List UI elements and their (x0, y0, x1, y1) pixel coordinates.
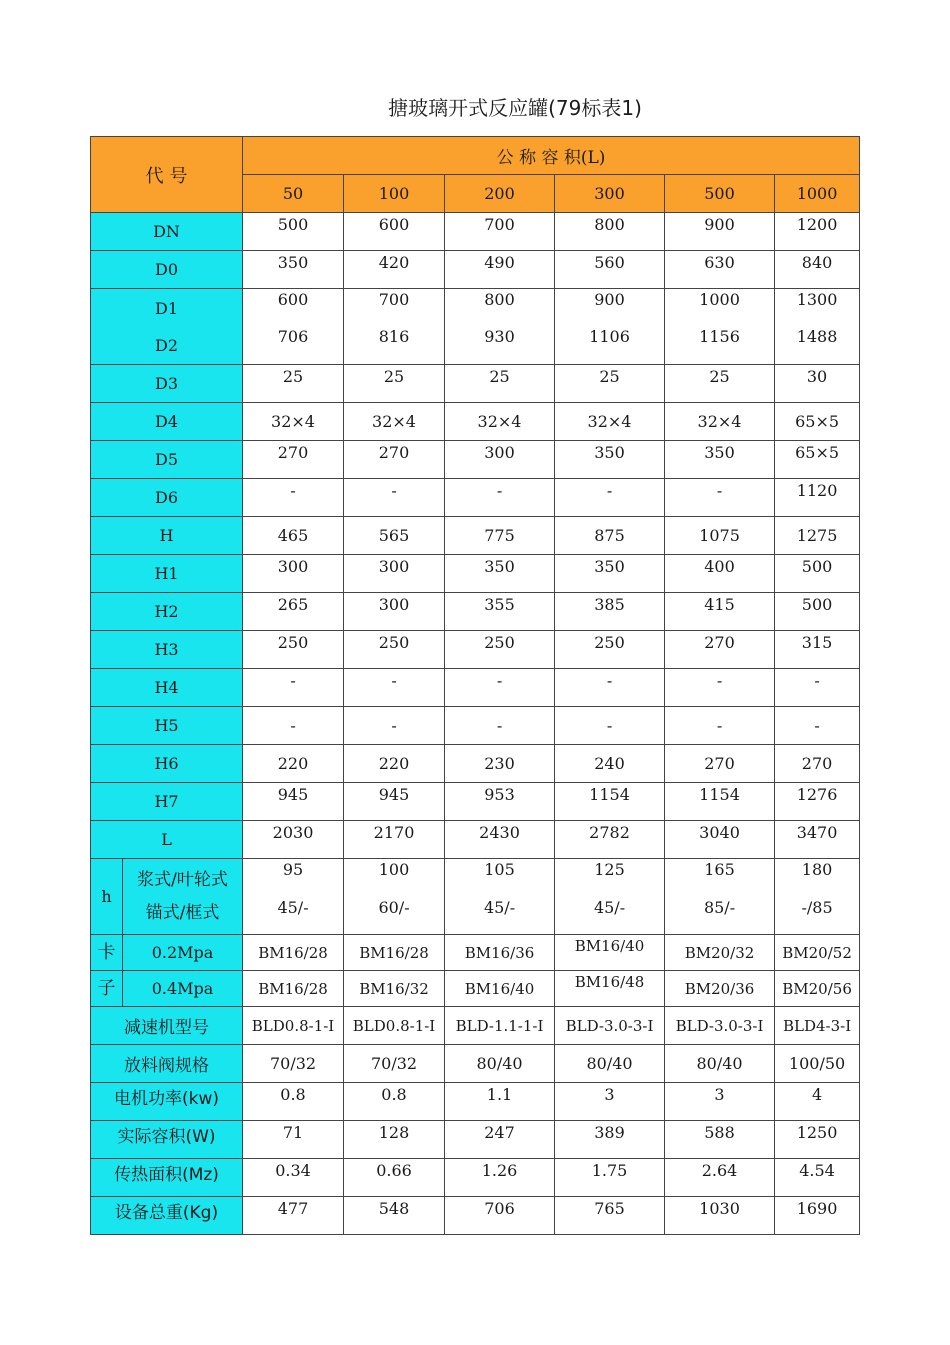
cell: 1075 (665, 517, 775, 555)
d2-value: 1156 (699, 327, 740, 346)
cell: 350 (243, 251, 344, 289)
cell: 25 (344, 365, 445, 403)
row-h (91, 517, 860, 555)
cell: 2170 (344, 821, 445, 859)
cell: 80/40 (555, 1045, 665, 1083)
row-dn (91, 213, 860, 251)
cell: 128 (344, 1121, 445, 1159)
row-label: 实际容积(W) (91, 1121, 243, 1159)
cell: BM16/28 (243, 971, 344, 1007)
row-motor (91, 1083, 860, 1121)
cell: 389 (555, 1121, 665, 1159)
cell: 400 (665, 555, 775, 593)
cell: 355 (445, 593, 555, 631)
cell: 250 (445, 631, 555, 669)
cell: - (555, 479, 665, 517)
row-d3 (91, 365, 860, 403)
h-sub-labels (123, 859, 243, 935)
clamp-pressure: 0.4Mpa (123, 971, 243, 1007)
cell: 0.8 (243, 1083, 344, 1121)
cell: 1275 (775, 517, 860, 555)
row-clamp-2 (91, 971, 860, 1007)
cell: 3040 (665, 821, 775, 859)
volume-header: 公 称 容 积(L) (243, 137, 860, 175)
cell: BM16/28 (344, 935, 445, 971)
cell (445, 289, 555, 365)
cell: 1276 (775, 783, 860, 821)
h-sub2: 锚式/框式 (145, 902, 220, 923)
cell: 25 (665, 365, 775, 403)
cell: BM16/48 (555, 971, 665, 1007)
cell (243, 289, 344, 365)
cell: 420 (344, 251, 445, 289)
cell: BLD4-3-I (775, 1007, 860, 1045)
row-label: DN (91, 213, 243, 251)
cell: 32×4 (243, 403, 344, 441)
cell: 3470 (775, 821, 860, 859)
row-heat (91, 1159, 860, 1197)
d1-value: 800 (484, 290, 515, 309)
cell: 2782 (555, 821, 665, 859)
cell: BM16/36 (445, 935, 555, 971)
row-label: 减速机型号 (91, 1007, 243, 1045)
row-label: H (91, 517, 243, 555)
clamp-pressure: 0.2Mpa (123, 935, 243, 971)
cell: 775 (445, 517, 555, 555)
row-d0 (91, 251, 860, 289)
cell: 25 (445, 365, 555, 403)
cell: 1120 (775, 479, 860, 517)
h-label: h (91, 859, 123, 935)
cell: - (665, 707, 775, 745)
cell: 220 (243, 745, 344, 783)
cell: 1154 (555, 783, 665, 821)
d2-value: 1488 (796, 327, 838, 346)
cell: 32×4 (555, 403, 665, 441)
cell: - (445, 479, 555, 517)
cell: 65×5 (775, 403, 860, 441)
d1-value: 900 (594, 290, 625, 309)
cell: 270 (665, 631, 775, 669)
cell: 250 (344, 631, 445, 669)
cell: 953 (445, 783, 555, 821)
cell: 1250 (775, 1121, 860, 1159)
row-label: D4 (91, 403, 243, 441)
h-value1: 95 (282, 860, 304, 879)
cell: BM20/36 (665, 971, 775, 1007)
cell: 415 (665, 593, 775, 631)
cell: 1200 (775, 213, 860, 251)
cell: 1.26 (445, 1159, 555, 1197)
cell: 32×4 (445, 403, 555, 441)
h-value1: 100 (378, 860, 410, 879)
cell: - (344, 479, 445, 517)
row-h5 (91, 707, 860, 745)
cell: 500 (243, 213, 344, 251)
volume-100: 100 (344, 175, 445, 213)
row-label (91, 289, 243, 365)
volume-300: 300 (555, 175, 665, 213)
row-label: 传热面积(Mz) (91, 1159, 243, 1197)
row-h (91, 859, 860, 935)
row-valve (91, 1045, 860, 1083)
cell: 477 (243, 1197, 344, 1235)
cell (243, 859, 344, 935)
cell: BM16/28 (243, 935, 344, 971)
row-label: H1 (91, 555, 243, 593)
row-d6 (91, 479, 860, 517)
row-h3 (91, 631, 860, 669)
cell: 465 (243, 517, 344, 555)
row-label: H7 (91, 783, 243, 821)
row-clamp-1 (91, 935, 860, 971)
row-label: D5 (91, 441, 243, 479)
cell: - (555, 669, 665, 707)
cell: BLD-3.0-3-I (555, 1007, 665, 1045)
cell: 500 (775, 555, 860, 593)
cell: 3 (555, 1083, 665, 1121)
h-value2: 85/- (703, 898, 736, 917)
row-label: H6 (91, 745, 243, 783)
cell: 900 (665, 213, 775, 251)
cell: BM20/52 (775, 935, 860, 971)
cell: 300 (243, 555, 344, 593)
cell: 4.54 (775, 1159, 860, 1197)
cell (555, 859, 665, 935)
row-h2 (91, 593, 860, 631)
row-actual (91, 1121, 860, 1159)
cell (445, 859, 555, 935)
cell: 265 (243, 593, 344, 631)
cell: - (344, 707, 445, 745)
row-label: L (91, 821, 243, 859)
cell: 490 (445, 251, 555, 289)
row-d4 (91, 403, 860, 441)
cell: 25 (243, 365, 344, 403)
row-label: 放料阀规格 (91, 1045, 243, 1083)
cell: 1690 (775, 1197, 860, 1235)
page-title: 搪玻璃开式反应罐(79标表1) (388, 96, 642, 120)
cell: 70/32 (344, 1045, 445, 1083)
spec-table (90, 136, 860, 1235)
row-label: H4 (91, 669, 243, 707)
h-value1: 165 (704, 860, 735, 879)
cell: 350 (555, 555, 665, 593)
cell: - (445, 669, 555, 707)
cell: 30 (775, 365, 860, 403)
cell: 600 (344, 213, 445, 251)
cell: 800 (555, 213, 665, 251)
cell: 565 (344, 517, 445, 555)
h-value2: 45/- (483, 898, 516, 917)
row-h6 (91, 745, 860, 783)
cell: BLD-3.0-3-I (665, 1007, 775, 1045)
cell: 270 (243, 441, 344, 479)
cell: 32×4 (665, 403, 775, 441)
cell: 875 (555, 517, 665, 555)
cell: BLD0.8-1-I (243, 1007, 344, 1045)
cell: BM16/32 (344, 971, 445, 1007)
cell: 706 (445, 1197, 555, 1235)
cell: 385 (555, 593, 665, 631)
d1-value: 600 (277, 290, 309, 309)
cell: 300 (445, 441, 555, 479)
clamp-label-char: 卡 (91, 935, 123, 971)
cell: 270 (344, 441, 445, 479)
cell: - (775, 669, 860, 707)
cell: - (243, 707, 344, 745)
cell: 1154 (665, 783, 775, 821)
row-label: D6 (91, 479, 243, 517)
d2-value: 1106 (589, 327, 630, 346)
cell: 560 (555, 251, 665, 289)
cell: 32×4 (344, 403, 445, 441)
cell: 270 (775, 745, 860, 783)
h-value2: -/85 (801, 898, 833, 917)
cell: BLD0.8-1-I (344, 1007, 445, 1045)
cell: 630 (665, 251, 775, 289)
row-h4 (91, 669, 860, 707)
cell: - (555, 707, 665, 745)
cell: BLD-1.1-1-I (445, 1007, 555, 1045)
row-label: D0 (91, 251, 243, 289)
cell (775, 289, 860, 365)
cell: BM20/56 (775, 971, 860, 1007)
cell: 548 (344, 1197, 445, 1235)
cell: 25 (555, 365, 665, 403)
cell: 250 (555, 631, 665, 669)
cell: 840 (775, 251, 860, 289)
cell: - (665, 479, 775, 517)
row-l (91, 821, 860, 859)
cell: 300 (344, 593, 445, 631)
row-label: H2 (91, 593, 243, 631)
row-d1-d2 (91, 289, 860, 365)
cell: 2030 (243, 821, 344, 859)
code-header: 代 号 (91, 137, 243, 213)
cell: 765 (555, 1197, 665, 1235)
cell: 247 (445, 1121, 555, 1159)
cell: BM20/32 (665, 935, 775, 971)
volume-200: 200 (445, 175, 555, 213)
cell (665, 859, 775, 935)
cell: 250 (243, 631, 344, 669)
cell: - (243, 669, 344, 707)
cell: - (243, 479, 344, 517)
cell: 350 (555, 441, 665, 479)
cell: 80/40 (665, 1045, 775, 1083)
cell: 80/40 (445, 1045, 555, 1083)
h-value2: 45/- (593, 898, 626, 917)
cell: 2.64 (665, 1159, 775, 1197)
row-weight (91, 1197, 860, 1235)
d1-value: 1300 (796, 290, 838, 309)
row-label: H3 (91, 631, 243, 669)
d1-value: 1000 (699, 290, 740, 309)
cell (555, 289, 665, 365)
row-reducer (91, 1007, 860, 1045)
cell: 65×5 (775, 441, 860, 479)
d2-value: 816 (378, 327, 410, 346)
cell (344, 859, 445, 935)
h-sub1: 浆式/叶轮式 (137, 869, 228, 890)
cell: 0.34 (243, 1159, 344, 1197)
cell (665, 289, 775, 365)
h-value2: 60/- (378, 898, 410, 917)
h-value1: 180 (801, 860, 833, 879)
row-label: 设备总重(Kg) (91, 1197, 243, 1235)
label-d1: D1 (155, 298, 179, 318)
cell: BM16/40 (555, 935, 665, 971)
cell: 700 (445, 213, 555, 251)
cell: 100/50 (775, 1045, 860, 1083)
cell: 945 (344, 783, 445, 821)
cell: 70/32 (243, 1045, 344, 1083)
cell (344, 289, 445, 365)
cell: 945 (243, 783, 344, 821)
row-d5 (91, 441, 860, 479)
d2-value: 930 (484, 327, 515, 346)
cell: 300 (344, 555, 445, 593)
h-value2: 45/- (277, 898, 309, 917)
cell: 1.75 (555, 1159, 665, 1197)
cell: 3 (665, 1083, 775, 1121)
cell: 1030 (665, 1197, 775, 1235)
cell: 71 (243, 1121, 344, 1159)
d2-value: 706 (277, 327, 309, 346)
volume-50: 50 (243, 175, 344, 213)
d1-value: 700 (378, 290, 410, 309)
volume-1000: 1000 (775, 175, 860, 213)
cell: 220 (344, 745, 445, 783)
h-value1: 125 (594, 860, 625, 879)
clamp-label-char: 子 (91, 971, 123, 1007)
cell: 4 (775, 1083, 860, 1121)
cell: - (344, 669, 445, 707)
cell (775, 859, 860, 935)
cell: 588 (665, 1121, 775, 1159)
cell: 2430 (445, 821, 555, 859)
cell: 500 (775, 593, 860, 631)
volume-500: 500 (665, 175, 775, 213)
cell: 270 (665, 745, 775, 783)
cell: 0.8 (344, 1083, 445, 1121)
label-d2: D2 (155, 335, 179, 355)
cell: - (445, 707, 555, 745)
cell: 350 (445, 555, 555, 593)
cell: 350 (665, 441, 775, 479)
cell: - (665, 669, 775, 707)
cell: 240 (555, 745, 665, 783)
row-h7 (91, 783, 860, 821)
row-label: D3 (91, 365, 243, 403)
cell: 315 (775, 631, 860, 669)
cell: 0.66 (344, 1159, 445, 1197)
row-h1 (91, 555, 860, 593)
cell: 230 (445, 745, 555, 783)
h-value1: 105 (484, 860, 515, 879)
row-label: 电机功率(kw) (91, 1083, 243, 1121)
cell: 1.1 (445, 1083, 555, 1121)
cell: - (775, 707, 860, 745)
cell: BM16/40 (445, 971, 555, 1007)
row-label: H5 (91, 707, 243, 745)
